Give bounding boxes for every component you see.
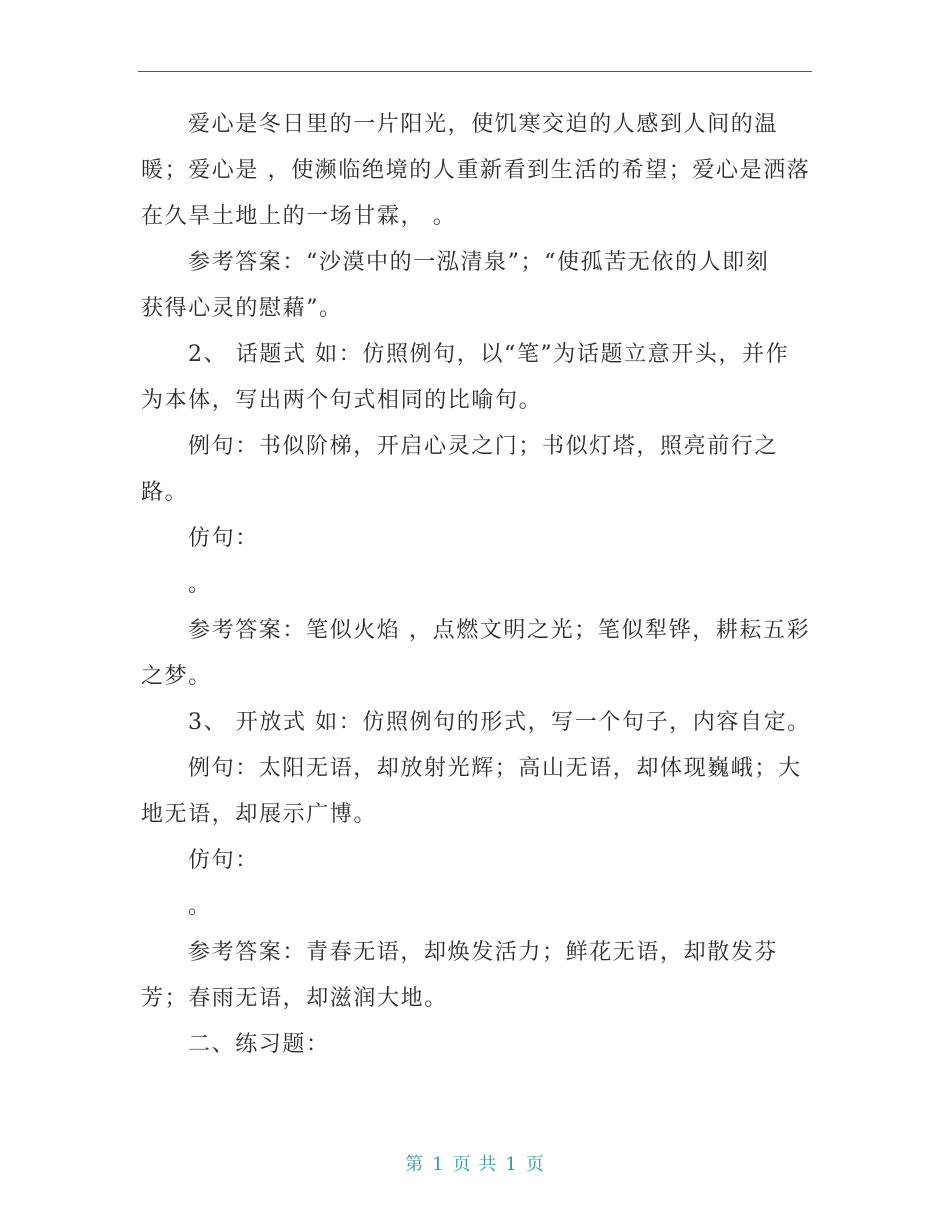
text-line-16: 地无语，却展示广博。: [141, 802, 378, 827]
text-line-3: 在久旱土地上的一场甘霖， 。: [141, 204, 457, 229]
footer-suffix: 页: [525, 1154, 545, 1175]
text-line-20: 芳；春雨无语，却滋润大地。: [141, 986, 448, 1011]
document-body: [141, 102, 813, 1068]
text-line-17: 仿句：: [188, 848, 259, 873]
text-line-8: 例句：书似阶梯，开启心灵之门；书似灯塔，照亮前行之: [188, 434, 779, 459]
text-line-14: 3、 开放式 如：仿照例句的形式，写一个句子，内容自定。: [188, 710, 811, 735]
text-line-6: 2、 话题式 如：仿照例句，以“笔”为话题立意开头，并作: [188, 342, 790, 367]
footer-prefix: 第: [405, 1154, 425, 1175]
text-line-18: 。: [188, 894, 212, 919]
text-line-1: 爱心是冬日里的一片阳光，使饥寒交迫的人感到人间的温: [188, 112, 779, 137]
text-line-19: 参考答案：青春无语，却焕发活力；鲜花无语，却散发芬: [188, 940, 779, 965]
text-line-21: 二、练习题：: [188, 1032, 330, 1057]
text-line-4: 参考答案：“沙漠中的一泓清泉”；“使孤苦无依的人即刻: [188, 250, 770, 275]
text-line-10: 仿句：: [188, 526, 259, 551]
text-line-12: 参考答案：笔似火焰 ，点燃文明之光；笔似犁铧，耕耘五彩: [188, 618, 811, 643]
text-line-7: 为本体，写出两个句式相同的比喻句。: [141, 388, 543, 413]
text-line-5: 获得心灵的慰藉”。: [141, 296, 343, 321]
header-rule: [138, 71, 812, 72]
text-line-2: 暖；爱心是 ，使濒临绝境的人重新看到生活的希望；爱心是洒落: [141, 158, 811, 183]
text-line-15: 例句：太阳无语，却放射光辉；高山无语，却体现巍峨；大: [188, 756, 802, 781]
footer-mid: 页 共: [452, 1154, 498, 1175]
text-line-9: 路。: [141, 480, 189, 505]
text-line-11: 。: [188, 572, 212, 597]
footer-total-pages: 1: [505, 1154, 518, 1175]
page-footer: [0, 1150, 950, 1176]
text-line-13: 之梦。: [141, 664, 212, 689]
footer-page-number: 1: [432, 1154, 445, 1175]
